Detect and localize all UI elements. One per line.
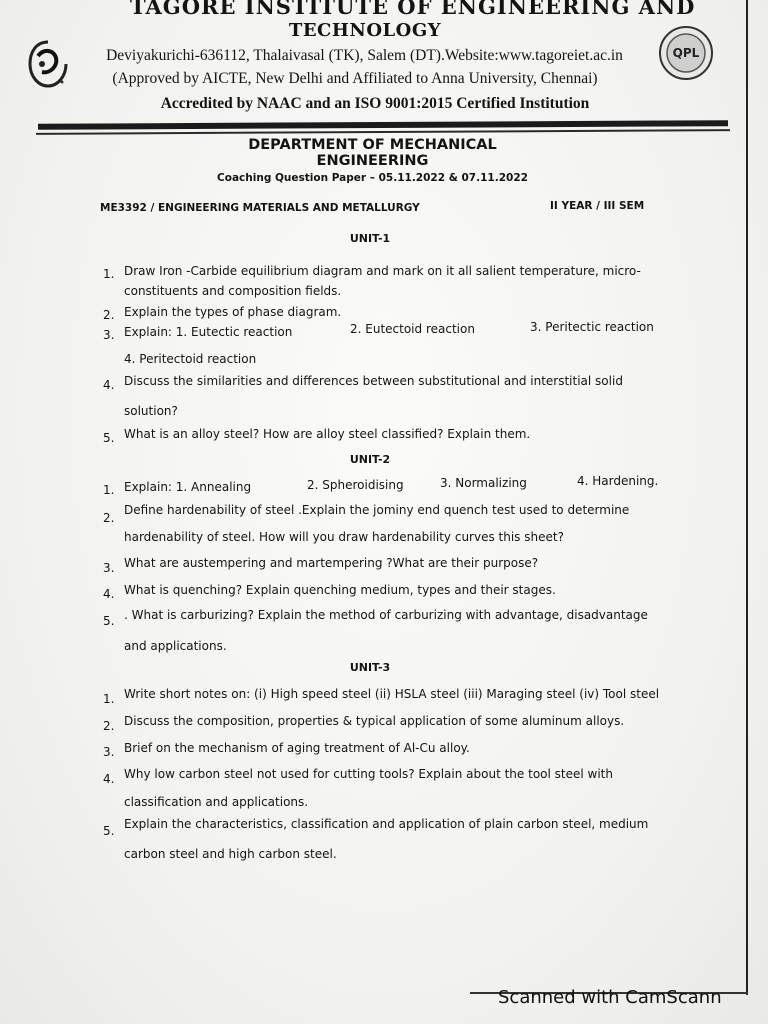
question-number: 5. xyxy=(103,824,115,838)
question-text-continued: classification and applications. xyxy=(124,795,309,809)
question-text: Discuss the similarities and differences between substitutional and interstitial solid xyxy=(124,374,623,388)
institute-address: Deviyakurichi-636112, Thalaivasal (TK), Salem (DT).Website:www.tagoreiet.ac.in xyxy=(106,47,623,64)
question-text-continued: hardenability of steel. How will you draw hardenability curves this sheet? xyxy=(124,530,564,544)
institute-name-line2: TECHNOLOGY xyxy=(288,20,442,41)
question-text: Define hardenability of steel .Explain the jominy end quench test used to determine xyxy=(124,503,630,517)
question-text-continued: solution? xyxy=(124,404,178,418)
question-number: 4. xyxy=(103,587,115,601)
question-number: 1. xyxy=(103,483,115,497)
question-number: 1. xyxy=(103,267,115,281)
question-text: What is an alloy steel? How are alloy steel classified? Explain them. xyxy=(124,427,531,441)
question-text: Explain the characteristics, classification and application of plain carbon steel, medium xyxy=(124,817,649,831)
institute-name-line1: TAGORE INSTITUTE OF ENGINEERING AND xyxy=(130,0,696,19)
question-number: 1. xyxy=(103,692,115,706)
question-number: 5. xyxy=(103,431,115,445)
question-text: Brief on the mechanism of aging treatment of Al-Cu alloy. xyxy=(124,741,470,755)
question-option: 3. Normalizing xyxy=(440,476,527,490)
certification-logo-icon xyxy=(655,25,717,81)
question-number: 3. xyxy=(103,745,115,759)
question-number: 4. xyxy=(103,772,115,786)
question-number: 2. xyxy=(103,308,115,322)
question-number: 4. xyxy=(103,378,115,392)
question-text: What are austempering and martempering ?What are their purpose? xyxy=(124,556,539,570)
question-text: Explain: 1. Eutectic reaction xyxy=(124,325,293,339)
year-semester: II YEAR / III SEM xyxy=(550,200,645,212)
question-text-continued: and applications. xyxy=(124,639,227,653)
question-text: Why low carbon steel not used for cutting tools? Explain about the tool steel with xyxy=(124,767,613,781)
unit-heading: UNIT-2 xyxy=(349,453,391,466)
question-text: Explain: 1. Annealing xyxy=(124,480,252,494)
course-code-title: ME3392 / ENGINEERING MATERIALS AND METALLURGY xyxy=(100,202,420,214)
question-text-continued: constituents and composition fields. xyxy=(124,284,342,298)
question-option: 2. Eutectoid reaction xyxy=(350,322,475,336)
unit-heading: UNIT-3 xyxy=(349,661,391,674)
question-number: 5. xyxy=(103,614,115,628)
question-text-continued: carbon steel and high carbon steel. xyxy=(124,847,337,861)
question-number: 3. xyxy=(103,561,115,575)
page-edge-right xyxy=(746,0,748,995)
question-text: . What is carburizing? Explain the method of carburizing with advantage, disadvantage xyxy=(124,608,648,622)
question-text: What is quenching? Explain quenching medium, types and their stages. xyxy=(124,583,556,597)
question-option: 4. Hardening. xyxy=(577,474,659,488)
institute-logo-icon xyxy=(28,38,68,90)
qpl-logo-text: QPL xyxy=(672,46,700,60)
institute-approval: (Approved by AICTE, New Delhi and Affiliated to Anna University, Chennai) xyxy=(112,70,598,87)
unit-heading: UNIT-1 xyxy=(349,232,391,245)
question-text: Write short notes on: (i) High speed steel (ii) HSLA steel (iii) Maraging steel (iv) Tool steel xyxy=(124,687,660,701)
coaching-paper-title: Coaching Question Paper – 05.11.2022 & 07.11.2022 xyxy=(217,172,528,184)
camscanner-watermark: Scanned with CamScann xyxy=(498,987,722,1008)
question-text: Explain the types of phase diagram. xyxy=(124,305,342,319)
question-text: Draw Iron -Carbide equilibrium diagram and mark on it all salient temperature, micro- xyxy=(124,264,641,278)
question-option: 4. Peritectoid reaction xyxy=(124,352,257,366)
institute-accreditation: Accredited by NAAC and an ISO 9001:2015 Certified Institution xyxy=(160,95,590,112)
question-number: 3. xyxy=(103,328,115,342)
question-number: 2. xyxy=(103,511,115,525)
question-option: 3. Peritectic reaction xyxy=(530,320,654,334)
department-title: DEPARTMENT OF MECHANICAL ENGINEERING xyxy=(248,137,497,169)
question-option: 2. Spheroidising xyxy=(307,478,404,492)
question-number: 2. xyxy=(103,719,115,733)
question-text: Discuss the composition, properties & typical application of some aluminum alloys. xyxy=(124,714,625,728)
